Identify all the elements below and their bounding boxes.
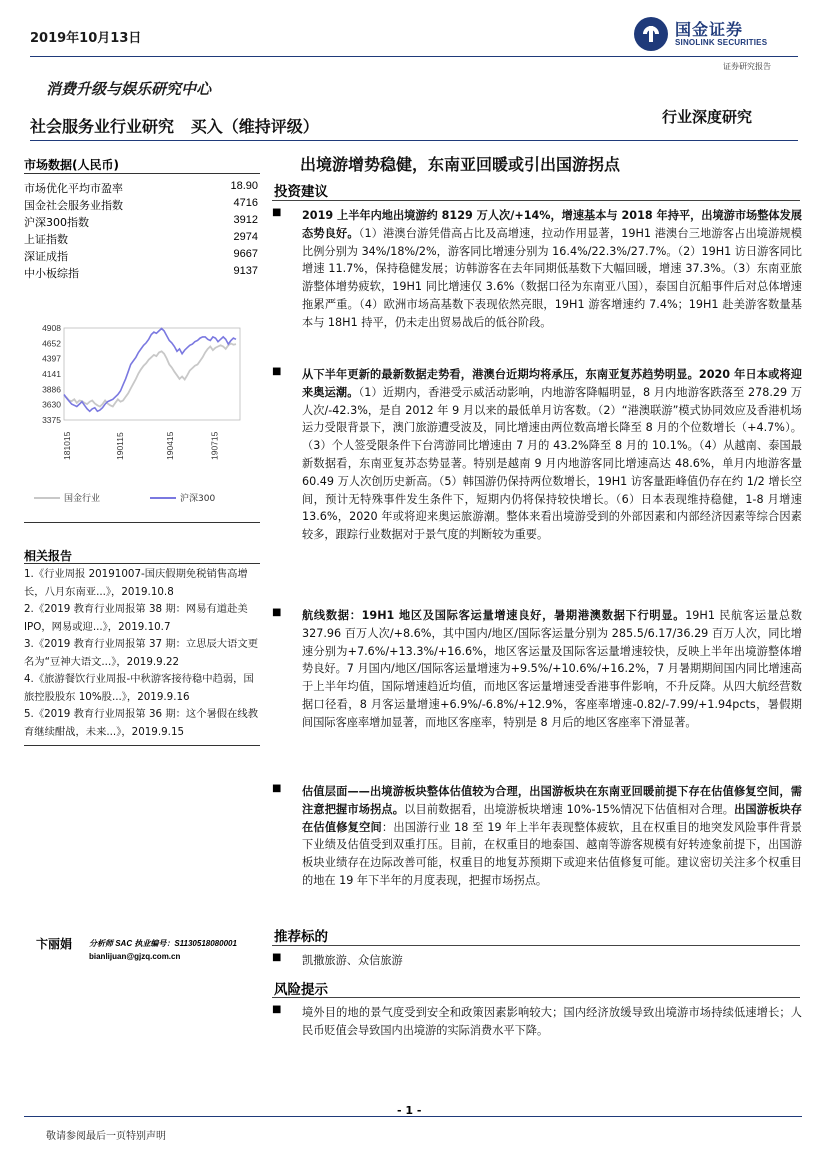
section-heading-investment: 投资建议 [274, 184, 328, 200]
risk-paragraph: ■ 境外目的地的景气度受到安全和政策因素影响较大；国内经济放缓导致出境游市场持续低速增长；人民币贬值会导致国内出境游的实际消费水平下降。 [272, 1004, 802, 1037]
analyst-license: 分析师 SAC 执业编号：S1130518080001 [89, 939, 237, 948]
bullet-square-icon: ■ [272, 207, 282, 218]
bullet-square-icon: ■ [272, 783, 282, 794]
related-reports-divider [24, 563, 260, 564]
research-center: 消费升级与娱乐研究中心 [46, 80, 212, 98]
y-tick-label: 4397 [42, 353, 61, 364]
series-line [64, 344, 236, 407]
recommend-paragraph: ■ 凯撒旅游、众信旅游 [272, 952, 403, 967]
footer-divider [24, 1116, 802, 1117]
related-report-item[interactable]: 5.《2019 教育行业周报第 36 期：这个暑假在线教育继续酣战，未来...》，2019.9.15 [24, 708, 258, 738]
market-data-row: 沪深300指数 3912 [24, 214, 258, 229]
market-data-row: 市场优化平均市盈率 18.90 [24, 180, 258, 195]
analyst-name: 卞丽娟 [36, 937, 73, 951]
bullet-square-icon: ■ [272, 607, 282, 618]
brand-name-en: SINOLINK SECURITIES [675, 38, 768, 47]
page-number: - 1 - [397, 1104, 422, 1117]
section-heading-recommend: 推荐标的 [274, 929, 328, 945]
related-reports-title: 相关报告 [24, 549, 73, 563]
sinolink-logo-icon [633, 16, 669, 52]
market-data-row: 国金社会服务业指数 4716 [24, 197, 258, 212]
y-tick-label: 3375 [42, 415, 61, 425]
investment-paragraph-3: ■ 航线数据：19H1 地区及国际客运量增速良好，暑期港澳数据下行明显。19H1 民航客运量总数 327.96 百万人次/+8.6%，其中国内/地区/国际客运量分别为 285.5/6.17/36.29 百万人次，同比增速分别为+7.6%/+13.3%/+16.6%，地区客运量及国际客运量增速较快，反映上半年出境游整体增势良好。7 月国内/地区/国际客运量增速为+9.5%/+10.6%/+16.2%，7 月暑期期间国内同比增速高于上半年均值，国际增速趋近均值，而地区客运量增速受香港事件影响，不升反降。从四大航经营数据口径看，8 月客运量增速+6.9%/-6.8%/+12.9%，客座率增速-0.82/-7.99/+1.94pcts，暑假期间国际客座率增加显著，而地区客座率，特别是 8 月后的地区客座率下滑显著。 [272, 607, 802, 729]
related-report-item[interactable]: 1.《行业周报 20191007-国庆假期免税销售高增长，八月东南亚...》，2019.10.8 [24, 568, 248, 598]
section-divider [272, 945, 800, 946]
investment-paragraph-4: ■ 估值层面——出境游板块整体估值较为合理，出国游板块在东南亚回暖前提下存在估值修复空间，需注意把握市场拐点。以目前数据看，出境游板块增速 10%-15%情况下估值相对合理。出国游板块存在估值修复空间：出国游行业 18 至 19 年上半年表现整体疲软，且在权重目的地突发风险事件背景下业绩及估值受到双重打压。目前，在权重目的地泰国、越南等游客规模有好转迹象前提下，出国游板块业绩存在边际改善可能，权重目的地复苏预期下或迎来估值修复可能。建议密切关注多个权重目的地在 19 年下半年的月度表现，把握市场拐点。 [272, 783, 802, 887]
market-data-divider [24, 173, 260, 174]
legend-label: 国金行业 [64, 494, 101, 504]
related-reports-bottom-divider [24, 745, 260, 746]
x-tick-label: 190415 [164, 431, 175, 460]
plot-frame [64, 328, 240, 420]
report-type: 行业深度研究 [662, 108, 753, 126]
related-report-item[interactable]: 4.《旅游餐饮行业周报-中秋游客接待稳中趋弱，国旅控股股东 10%股...》，2019.9.16 [24, 673, 254, 703]
related-report-item[interactable]: 2.《2019 教育行业周报第 38 期：网易有道赴美 IPO，网易或迎...》，2019.10.7 [24, 603, 248, 633]
investment-paragraph-2: ■ 从下半年更新的最新数据走势看，港澳台近期均将承压，东南亚复苏趋势明显。2020 年日本或将迎来奥运潮。（1）近期内，香港受示威活动影响，内地游客降幅明显，8 月内地游客跌落至 278.29 万人次/-42.3%，是自 2012 年 9 月以来的最低单月访客数。（2）“港澳联游”模式协同效应及香港机场运力受限背景下，澳门旅游遭受波及，同比增速由两位数高增长降至 8 月的个位数增长（+4.7%）。（3）个人签受限条件下台湾游同比增速由 7 月的 43.2%降至 8 月的 10.1%。（4）从越南、泰国最新数据看，东南亚复苏态势显著。特别是越南 9 月内地游客同比增速高达 48.6%，单月内地游客量 60.49 万人次创历史新高。（5）韩国游仍保持两位数增长，19H1 访客量距峰值仍存在约 1/2 增长空间，预计无特殊事件发生条件下，短期内仍将保持较快增长。（6）日本表现维持稳健，1-8 月增速 13.6%，2020 年或将迎来奥运旅游潮。整体来看出境游受到的外部因素和内部经济因素等综合因素较多，跟踪行业数据对于景气度的判断较为重要。 [272, 366, 802, 542]
x-tick-label: 190115 [115, 432, 126, 460]
x-tick-label: 190715 [209, 431, 220, 460]
y-tick-label: 3630 [42, 399, 61, 410]
brand-name-cn: 国金证券 [675, 20, 744, 39]
series-line [64, 329, 236, 412]
market-data-title: 市场数据(人民币) [24, 158, 119, 172]
market-data-row: 中小板综指 9137 [24, 265, 258, 280]
industry-rating: 社会服务业行业研究 买入（维持评级） [30, 117, 319, 136]
header-divider [30, 56, 798, 57]
section-heading-risk: 风险提示 [274, 982, 328, 998]
index-line-chart [20, 318, 264, 523]
y-tick-label: 4652 [42, 338, 61, 349]
report-date: 2019年10月13日 [30, 31, 142, 46]
investment-paragraph-1: ■ 2019 上半年内地出境游约 8129 万人次/+14%，增速基本与 2018 年持平，出境游市场整体发展态势良好。（1）港澳台游凭借高占比及高增速，拉动作用显著，19H1 港澳台三地游客占出境游规模比例分别为 34%/18%/2%，游客同比增速分别为 16.4%/22.3%/27.7%。（2）19H1 访日游客同比增速 11.7%，保持稳健发展；访韩游客在去年同期低基数下大幅回暖，增速 37.3%。（3）东南亚旅游整体增势疲软，19H1 同比增速仅 3.6%（数据口径为东南亚八国），泰国自沉船事件后对总体增速拖累严重。（4）欧洲市场高基数下表现依然亮眼，19H1 游客增速约 7.4%；19H1 赴美游客数量基本与 18H1 持平，仍未走出贸易战后的低谷阶段。 [272, 207, 802, 329]
y-tick-label: 4141 [42, 369, 61, 379]
x-tick-label: 181015 [62, 431, 72, 460]
legend-label: 沪深300 [180, 494, 216, 504]
section-divider [272, 200, 800, 201]
related-report-item[interactable]: 3.《2019 教育行业周报第 37 期：立思辰大语文更名为“豆神大语文...》，2019.9.22 [24, 638, 258, 668]
bullet-square-icon: ■ [272, 952, 282, 963]
section-divider [272, 997, 800, 998]
market-data-row: 上证指数 2974 [24, 231, 258, 246]
bullet-square-icon: ■ [272, 1004, 282, 1015]
y-tick-label: 3886 [42, 384, 61, 395]
report-title: 出境游增势稳健，东南亚回暖或引出国游拐点 [300, 155, 621, 174]
y-tick-label: 4908 [42, 323, 61, 333]
footer-disclaimer[interactable]: 敬请参阅最后一页特别声明 [46, 1131, 166, 1142]
bullet-square-icon: ■ [272, 366, 282, 377]
header-divider-2 [30, 140, 798, 141]
chart-divider [24, 522, 260, 523]
report-kind: 证券研究报告 [723, 62, 771, 71]
market-data-row: 深证成指 9667 [24, 248, 258, 263]
analyst-email[interactable]: bianlijuan@gjzq.com.cn [89, 952, 181, 961]
